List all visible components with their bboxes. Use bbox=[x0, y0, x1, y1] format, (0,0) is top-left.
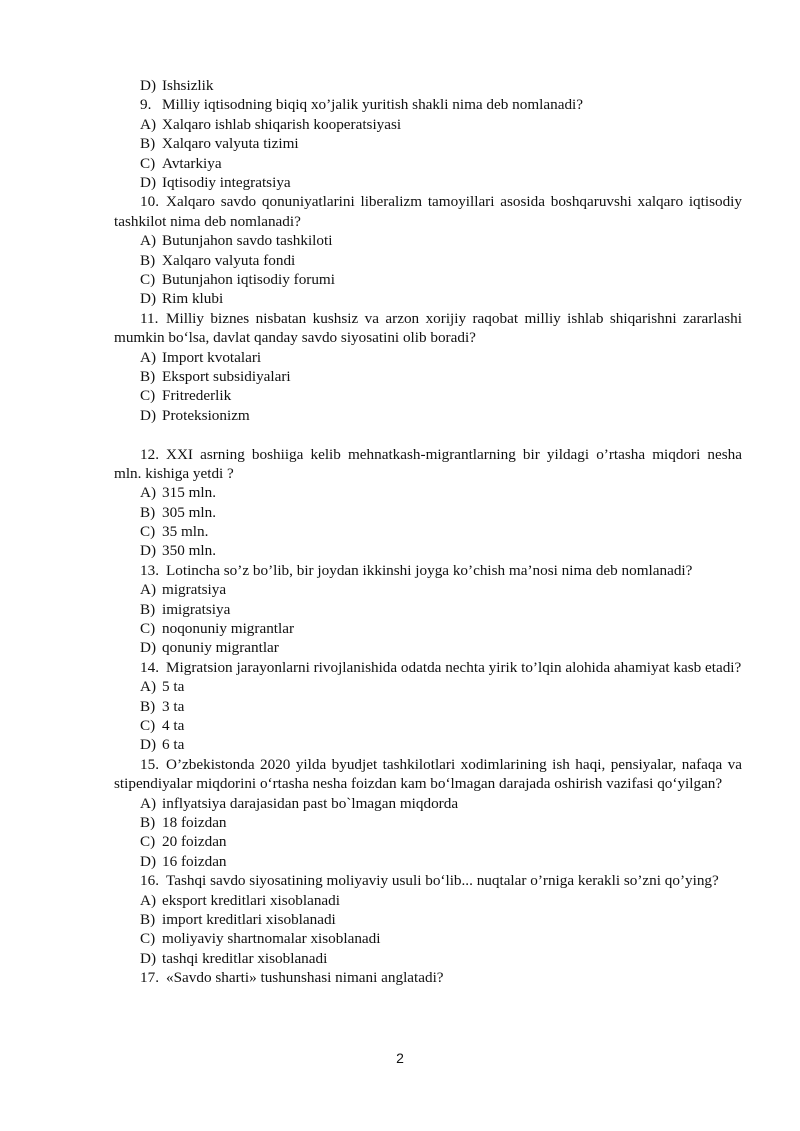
answer-option bbox=[114, 638, 742, 657]
option-letter: C) bbox=[140, 833, 156, 851]
answer-option bbox=[114, 76, 742, 95]
option-text: Proteksionizm bbox=[162, 406, 250, 424]
option-letter: A) bbox=[140, 484, 157, 502]
option-letter: A) bbox=[140, 891, 157, 909]
option-text: migratsiya bbox=[162, 581, 227, 599]
option-text: imigratsiya bbox=[162, 600, 231, 618]
option-letter: D) bbox=[140, 77, 157, 94]
answer-option bbox=[114, 115, 742, 134]
option-text: inflyatsiya darajasidan past bo`lmagan miqdorda bbox=[162, 794, 459, 812]
answer-option bbox=[114, 348, 742, 367]
option-letter: B) bbox=[140, 135, 156, 153]
answer-option bbox=[114, 522, 742, 541]
option-letter: A) bbox=[140, 678, 157, 696]
option-text: Import kvotalari bbox=[162, 348, 262, 366]
option-letter: A) bbox=[140, 794, 157, 812]
option-text: Xalqaro valyuta fondi bbox=[162, 251, 296, 269]
question bbox=[114, 871, 742, 890]
question bbox=[114, 309, 742, 348]
page-number: 2 bbox=[396, 1050, 404, 1066]
option-text: import kreditlari xisoblanadi bbox=[162, 910, 336, 928]
option-letter: A) bbox=[140, 232, 157, 250]
option-text: 315 mln. bbox=[162, 484, 217, 502]
option-letter: B) bbox=[140, 367, 156, 385]
option-letter: B) bbox=[140, 503, 156, 521]
answer-option bbox=[114, 891, 742, 910]
option-text: Fritrederlik bbox=[162, 387, 232, 405]
answer-option bbox=[114, 134, 742, 153]
option-text: eksport kreditlari xisoblanadi bbox=[162, 891, 340, 909]
answer-option bbox=[114, 173, 742, 192]
option-letter: B) bbox=[140, 251, 156, 269]
question-text: Lotincha so’z bo’lib, bir joydan ikkinshi joyga ko’chish ma’nosi nima deb nomlanadi? bbox=[166, 561, 693, 579]
option-text: 18 foizdan bbox=[162, 814, 227, 832]
question-number: 16. bbox=[140, 872, 159, 890]
answer-option bbox=[114, 794, 742, 813]
option-letter: B) bbox=[140, 910, 156, 928]
option-letter: A) bbox=[140, 115, 157, 133]
option-text: Ishsizlik bbox=[162, 77, 214, 94]
answer-option bbox=[114, 386, 742, 405]
answer-option bbox=[114, 949, 742, 968]
question bbox=[114, 755, 742, 794]
option-letter: C) bbox=[140, 523, 156, 541]
option-text: 20 foizdan bbox=[162, 833, 227, 851]
option-letter: A) bbox=[140, 348, 157, 366]
answer-option bbox=[114, 735, 742, 754]
option-letter: C) bbox=[140, 154, 156, 172]
answer-option bbox=[114, 503, 742, 522]
option-text: Iqtisodiy integratsiya bbox=[162, 173, 291, 191]
answer-option bbox=[114, 697, 742, 716]
option-letter: B) bbox=[140, 814, 156, 832]
option-letter: B) bbox=[140, 600, 156, 618]
answer-option bbox=[114, 289, 742, 308]
question-text: Tashqi savdo siyosatining moliyaviy usuli bo‘lib... nuqtalar o’rniga kerakli so’zni qo’ying? bbox=[166, 872, 719, 890]
question-text: Xalqaro savdo qonuniyatlarini liberalizm tamoyillari asosida boshqaruvshi xalqaro iqtisodiy tashkilot nima deb nomlanadi? bbox=[114, 193, 742, 230]
option-letter: D) bbox=[140, 639, 157, 657]
option-letter: D) bbox=[140, 406, 157, 424]
question-number: 14. bbox=[140, 658, 159, 676]
question-number: 15. bbox=[140, 755, 159, 773]
option-letter: D) bbox=[140, 290, 157, 308]
option-letter: D) bbox=[140, 736, 157, 754]
option-text: 5 ta bbox=[162, 678, 185, 696]
option-letter: D) bbox=[140, 949, 157, 967]
question-number: 12. bbox=[140, 445, 159, 463]
answer-option bbox=[114, 910, 742, 929]
question-text: Milliy iqtisodning biqiq xo’jalik yuritish shakli nima deb nomlanadi? bbox=[162, 96, 583, 114]
question-number: 11. bbox=[140, 309, 159, 327]
answer-option bbox=[114, 580, 742, 599]
answer-option bbox=[114, 929, 742, 948]
question bbox=[114, 561, 742, 580]
option-letter: A) bbox=[140, 581, 157, 599]
option-text: Butunjahon iqtisodiy forumi bbox=[162, 270, 335, 288]
answer-option bbox=[114, 677, 742, 696]
answer-option bbox=[114, 367, 742, 386]
answer-option bbox=[114, 619, 742, 638]
option-text: tashqi kreditlar xisoblanadi bbox=[162, 949, 328, 967]
option-letter: D) bbox=[140, 542, 157, 560]
question bbox=[114, 658, 742, 677]
option-letter: C) bbox=[140, 717, 156, 735]
option-letter: C) bbox=[140, 930, 156, 948]
answer-option bbox=[114, 813, 742, 832]
option-letter: C) bbox=[140, 270, 156, 288]
option-letter: B) bbox=[140, 697, 156, 715]
option-text: Butunjahon savdo tashkiloti bbox=[162, 232, 333, 250]
option-text: 4 ta bbox=[162, 717, 185, 735]
answer-option bbox=[114, 541, 742, 560]
option-text: noqonuniy migrantlar bbox=[162, 620, 295, 638]
blank-line bbox=[114, 425, 742, 444]
answer-option bbox=[114, 716, 742, 735]
question-text: XXI asrning boshiiga kelib mehnatkash-migrantlarning bir yildagi o’rtasha miqdori nesha mln. kishiga yetdi ? bbox=[114, 445, 742, 482]
answer-option bbox=[114, 832, 742, 851]
question-number: 10. bbox=[140, 193, 159, 211]
option-text: qonuniy migrantlar bbox=[162, 639, 279, 657]
question bbox=[114, 968, 742, 987]
question-text: Migratsion jarayonlarni rivojlanishida odatda nechta yirik to’lqin alohida ahamiyat kasb etadi? bbox=[166, 658, 742, 676]
answer-option bbox=[114, 406, 742, 425]
option-text: 3 ta bbox=[162, 697, 185, 715]
question-number: 17. bbox=[140, 969, 159, 987]
answer-option bbox=[114, 154, 742, 173]
question-text: «Savdo sharti» tushunshasi nimani anglatadi? bbox=[166, 969, 444, 987]
question-text: O’zbekistonda 2020 yilda byudjet tashkilotlari xodimlarining ish haqi, pensiyalar, nafaqa va stipendiyalar miqdorini o‘rtasha nesha foizdan kam bo‘lmagan darajada oshirish vazifasi qo‘yilgan? bbox=[114, 755, 742, 793]
option-text: 350 mln. bbox=[162, 542, 217, 560]
question-text: Milliy biznes nisbatan kushsiz va arzon xorijiy raqobat milliy ishlab shiqarishni zararlashi mumkin bo‘lsa, davlat qanday savdo siyosatini olib boradi? bbox=[114, 309, 742, 347]
option-text: Avtarkiya bbox=[162, 154, 222, 172]
answer-option bbox=[114, 251, 742, 270]
option-text: Rim klubi bbox=[162, 290, 224, 308]
option-letter: D) bbox=[140, 173, 157, 191]
option-text: 6 ta bbox=[162, 736, 185, 754]
question-number: 13. bbox=[140, 561, 159, 579]
document-page bbox=[114, 76, 742, 988]
question bbox=[114, 95, 742, 114]
option-text: Xalqaro ishlab shiqarish kooperatsiyasi bbox=[162, 115, 402, 133]
option-text: Eksport subsidiyalari bbox=[162, 367, 291, 385]
question bbox=[114, 445, 742, 484]
answer-option bbox=[114, 483, 742, 502]
option-text: Xalqaro valyuta tizimi bbox=[162, 135, 299, 153]
answer-option bbox=[114, 270, 742, 289]
question-number: 9. bbox=[140, 96, 152, 114]
option-text: 305 mln. bbox=[162, 503, 217, 521]
option-letter: D) bbox=[140, 852, 157, 870]
option-letter: C) bbox=[140, 620, 156, 638]
answer-option bbox=[114, 852, 742, 871]
answer-option bbox=[114, 231, 742, 250]
option-text: moliyaviy shartnomalar xisoblanadi bbox=[162, 930, 381, 948]
option-letter: C) bbox=[140, 387, 156, 405]
option-text: 35 mln. bbox=[162, 523, 209, 541]
answer-option bbox=[114, 600, 742, 619]
option-text: 16 foizdan bbox=[162, 852, 227, 870]
question bbox=[114, 192, 742, 231]
